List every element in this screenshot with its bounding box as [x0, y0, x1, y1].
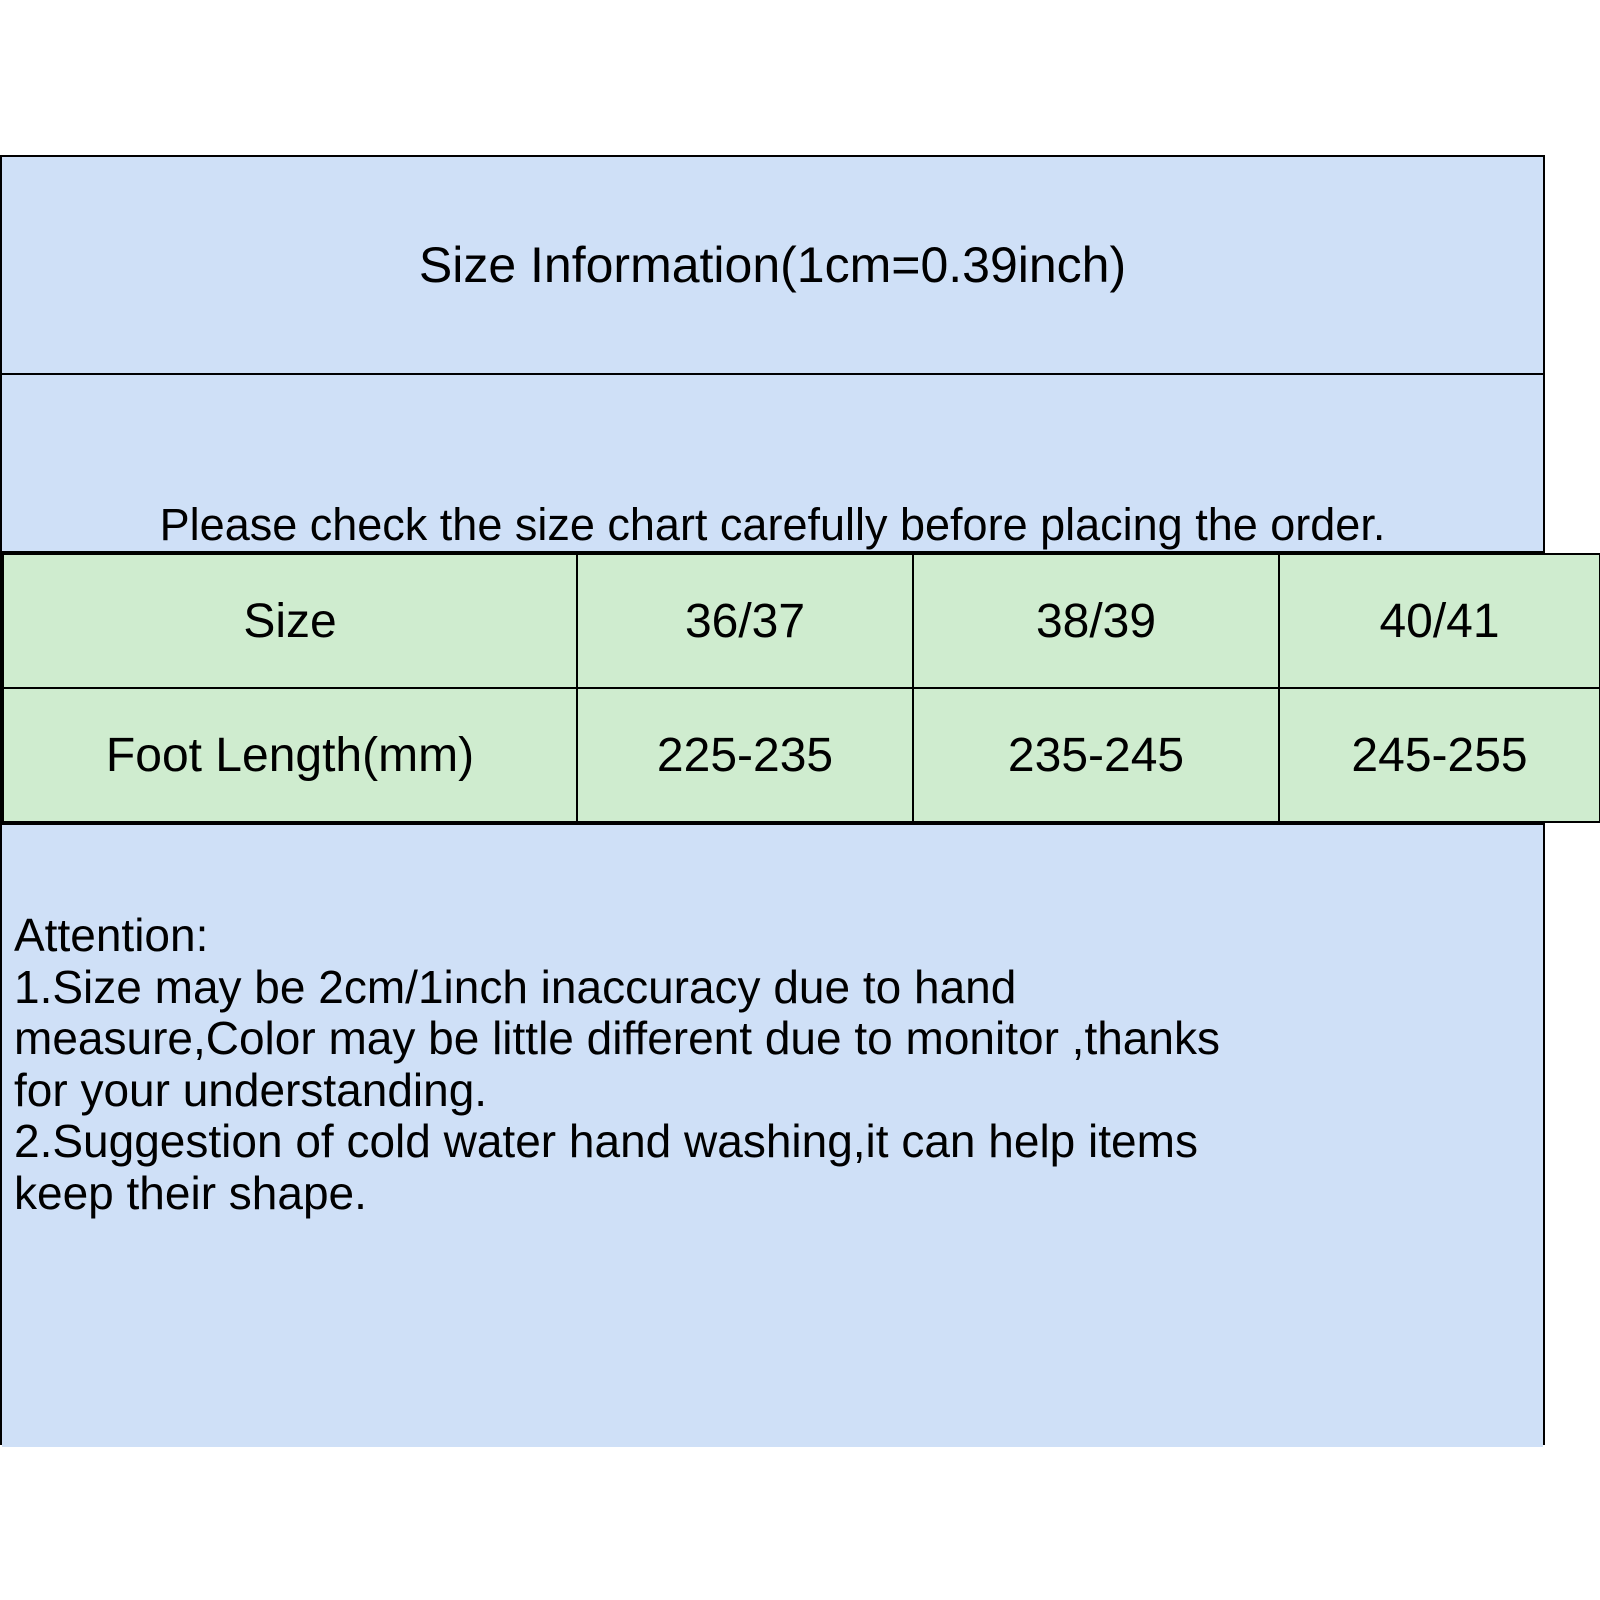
- column-header-36-37: 36/37: [577, 554, 913, 688]
- table-row-header: [3, 554, 1600, 688]
- column-header-size: Size: [3, 554, 577, 688]
- size-information-card: [0, 155, 1545, 1445]
- title-band: [2, 157, 1543, 375]
- row-label-foot-length: Foot Length(mm): [3, 688, 577, 822]
- cell-foot-length-40-41: 245-255: [1279, 688, 1600, 822]
- cell-foot-length-36-37: 225-235: [577, 688, 913, 822]
- table-row: [3, 688, 1600, 822]
- cell-foot-length-38-39: 235-245: [913, 688, 1279, 822]
- attention-line-4: 2.Suggestion of cold water hand washing,it can help items: [14, 1115, 1198, 1168]
- attention-line-2: measure,Color may be little different due to monitor ,thanks: [14, 1012, 1220, 1065]
- attention-line-1: 1.Size may be 2cm/1inch inaccuracy due to hand: [14, 960, 1017, 1013]
- attention-line-5: keep their shape.: [14, 1166, 367, 1219]
- column-header-40-41: 40/41: [1279, 554, 1600, 688]
- size-table: [2, 553, 1600, 823]
- attention-line-3: for your understanding.: [14, 1063, 488, 1116]
- column-header-38-39: 38/39: [913, 554, 1279, 688]
- notice-band: [2, 375, 1543, 553]
- page-title: Size Information(1cm=0.39inch): [418, 236, 1127, 293]
- size-chart-notice: Please check the size chart carefully before placing the order.: [159, 498, 1386, 550]
- attention-heading: Attention:: [14, 909, 209, 961]
- attention-band: [2, 823, 1543, 1447]
